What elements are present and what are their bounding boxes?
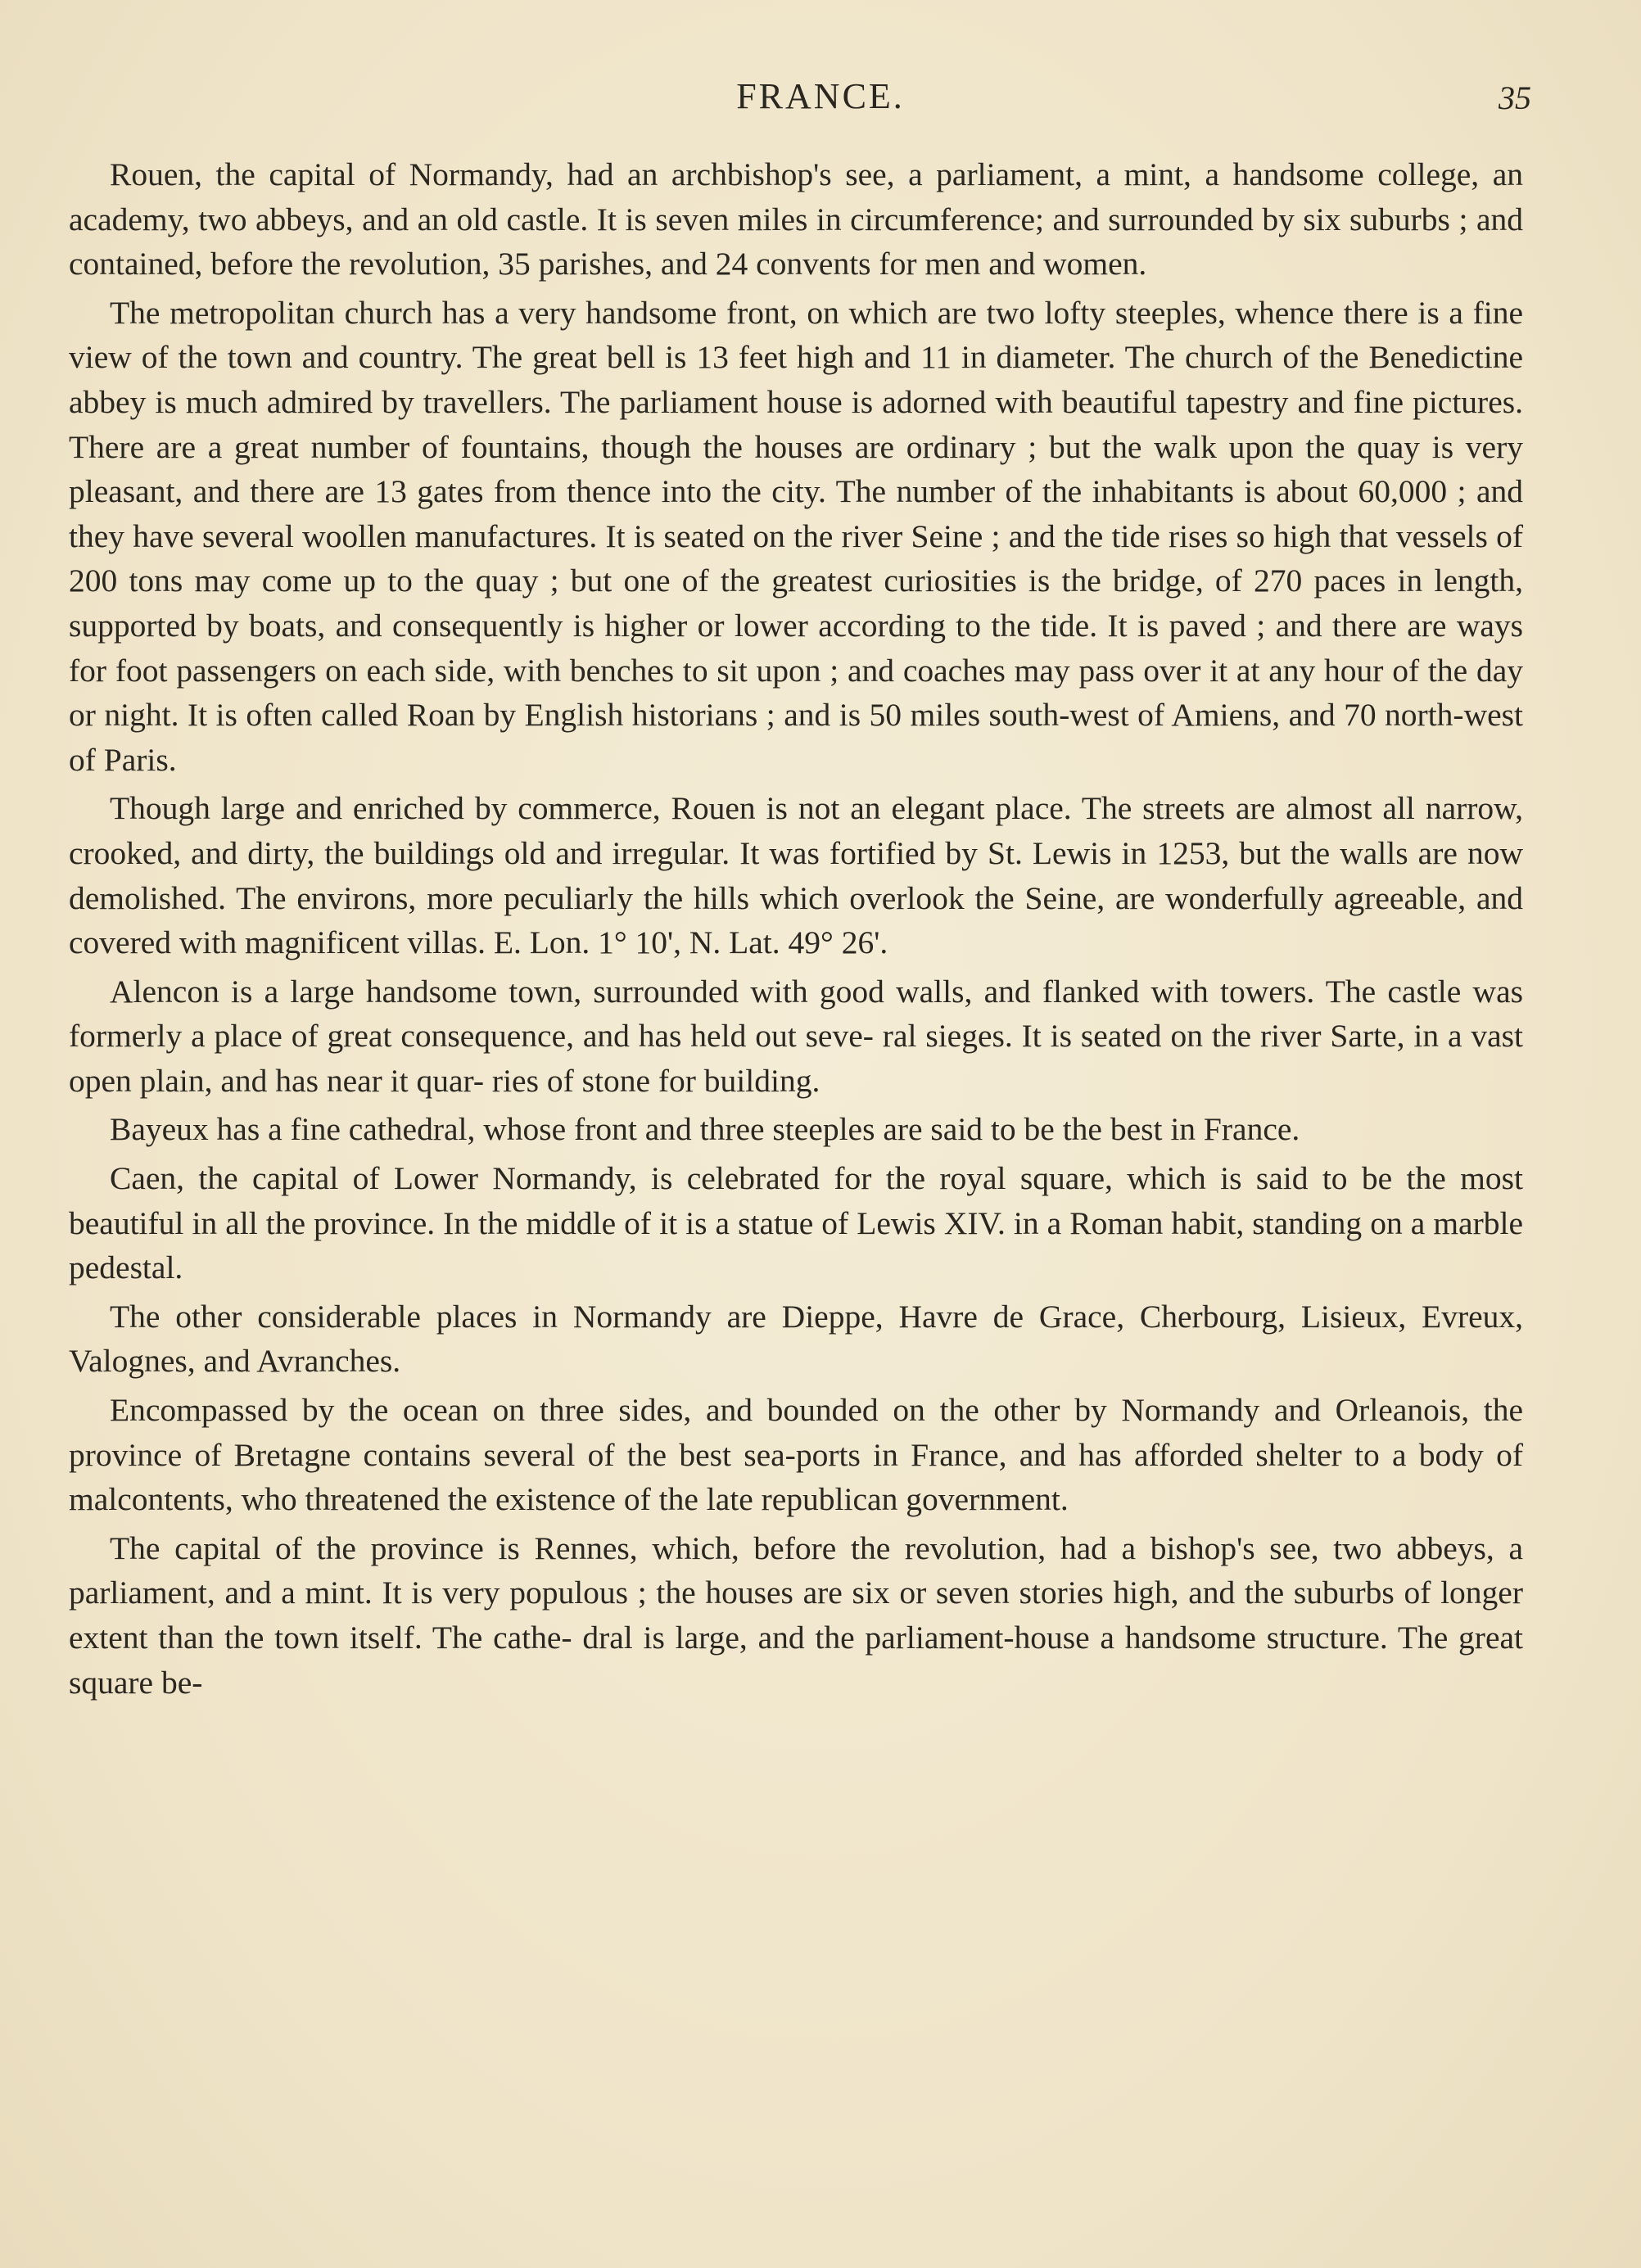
page-number: 35 [1499,79,1531,116]
paragraph-normandy-places: The other considerable places in Normandy are Dieppe, Havre de Grace, Cherbourg, Lisieux, Evreux, Valognes, and Avranches. [69,1298,1523,1380]
paragraph-alencon: Alencon is a large handsome town, surrounded with good walls, and flanked with towers. The castle was formerly a place of great consequence, and has held out seve- ral sieges. It is seated on the river Sarte, in a vast open plain, and has near it quar- ries of stone for building. [69,973,1523,1099]
paragraph-rennes: The capital of the province is Rennes, which, before the revolution, had a bishop's see, two abbeys, a parliament, and a mint. It is very populous ; the houses are six or seven stories high, and the suburbs of longer extent than the town itself. The cathe- dral is large, and the parliament-house a handsome structure. The great square be- [69,1529,1523,1701]
paragraph-rouen-streets: Though large and enriched by commerce, Rouen is not an elegant place. The streets are almost all narrow, crooked, and dirty, the buildings old and irregular. It was fortified by St. Lewis in 1253, but the walls are now demolished. The environs, more peculiarly the hills which overlook the Seine, are wonderfully agreeable, and covered with magnificent villas. E. Lon. 1° 10', N. Lat. 49° 26'. [69,790,1523,961]
running-head [0,75,1641,124]
paragraph-bayeux: Bayeux has a fine cathedral, whose front and three steeples are said to be the best in France. [110,1111,1300,1148]
paragraph-metropolitan-church: The metropolitan church has a very handsome front, on which are two lofty steeples, whence there is a fine view of the town and country. The great bell is 13 feet high and 11 in diameter. The church of the Benedictine abbey is much admired by travellers. The parliament house is adorned with beautiful tapestry and fine pictures. There are a great number of fountains, though the houses are ordinary ; but the walk upon the quay is very pleasant, and there are 13 gates from thence into the city. The number of the inhabitants is about 60,000 ; and they have several woollen manufactures. It is seated on the river Seine ; and the tide rises so high that vessels of 200 tons may come up to the quay ; but one of the greatest curiosities is the bridge, of 270 paces in length, supported by boats, and consequently is higher or lower according to the tide. It is paved ; and there are ways for foot passengers on each side, with benches to sit upon ; and coaches may pass over it at any hour of the day or night. It is often called Roan by English historians ; and is 50 miles south-west of Amiens, and 70 north-west of Paris. [69,294,1523,778]
paragraph-bretagne: Encompassed by the ocean on three sides, and bounded on the other by Normandy and Orleanois, the province of Bretagne contains several of the best sea-ports in France, and has afforded shelter to a body of malcontents, who threatened the existence of the late republican government. [69,1392,1523,1518]
body-text [69,152,1523,1709]
page-title: FRANCE. [736,76,905,116]
paragraph-rouen: Rouen, the capital of Normandy, had an archbishop's see, a parliament, a mint, a handsome college, an academy, two abbeys, and an old castle. It is seven miles in circumference; and surrounded by six suburbs ; and contained, before the revolution, 35 parishes, and 24 convents for men and women. [69,156,1523,282]
paragraph-caen: Caen, the capital of Lower Normandy, is celebrated for the royal square, which is said to be the most beautiful in all the province. In the middle of it is a statue of Lewis XIV. in a Roman habit, standing on a marble pedestal. [69,1160,1523,1286]
